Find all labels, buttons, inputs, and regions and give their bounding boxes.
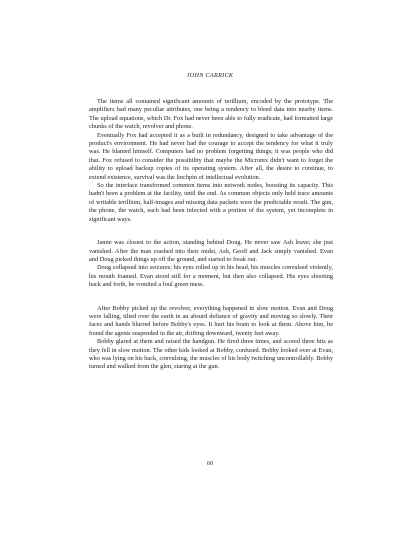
- paragraph: Doug collapsed into seizures; his eyes rolled up in his head, his muscles convulsed violently, his mouth foamed. Evan stood still for a moment, but then also collapsed. His eyes shooting back and forth, he vomited a foul green mess.: [89, 264, 333, 289]
- running-header: JOHN CARRICK: [186, 72, 234, 79]
- paragraph: Eventually Fox had accepted it as a built in redundancy, designed to take advantage of the product's environment. He had never had the courage to accept the tendency for what it truly was. He blamed himself. Computers had no problem forgetting things; it was people who did that. Fox refused to consider the possibility that maybe the Micronix didn't want to forget the ability to upload backup copies of its operating system. After all, the desire to continue, to extend existence, survival was the linchpin of intellectual evolution.: [89, 131, 333, 181]
- page-number: 60: [206, 460, 214, 467]
- body-text: [89, 98, 333, 372]
- paragraph: Jamie was closest to the action, standing behind Doug. He never saw Ash leave; she just vanished. After the man crashed into their midst, Ash, Geoff and Jack simply vanished. Evan and Doug picked things up off the ground, and started to freak out.: [89, 239, 333, 263]
- paragraph: After Bobby picked up the revolver, everything happened in slow motion. Evan and Doug were falling, tilted over the earth in an absurd defiance of gravity and moving so slowly. Their faces and hands blurred before Bobby's eyes. It hurt his brain to look at them. Above him, he found the agents suspended in the air, drifting downward, twenty feet away.: [89, 304, 333, 337]
- section-break: [89, 224, 333, 239]
- paragraph: So the interface transformed common items into network nodes, boosting its capacity. This hadn't been a problem at the facility, until the end. As common objects only held trace amounts of writable terillium, half-images and missing data packets were the predictable result. The gun, the phone, the watch, each had been infected with a portion of the system, yet incomplete in significant ways.: [89, 182, 333, 223]
- paragraph: Bobby glared at them and raised the handgun. He fired three times, and scored three hits as they fell in slow motion. The other kids looked at Bobby, confused. Bobby looked over at Evan, who was lying on his back, convulsing, the muscles of his body twitching uncontrollably. Bobby turned and walked from the glen, staring at the gun.: [89, 338, 333, 371]
- section-break: [89, 290, 333, 305]
- paragraph: The items all contained significant amounts of terillium, encoded by the prototype. The amplifiers had many peculiar attributes, one being a tendency to bleed data into nearby items. The upload equations, which Dr. Fox had never been able to fully eradicate, had formatted large chunks of the watch, revolver and phone.: [89, 98, 333, 131]
